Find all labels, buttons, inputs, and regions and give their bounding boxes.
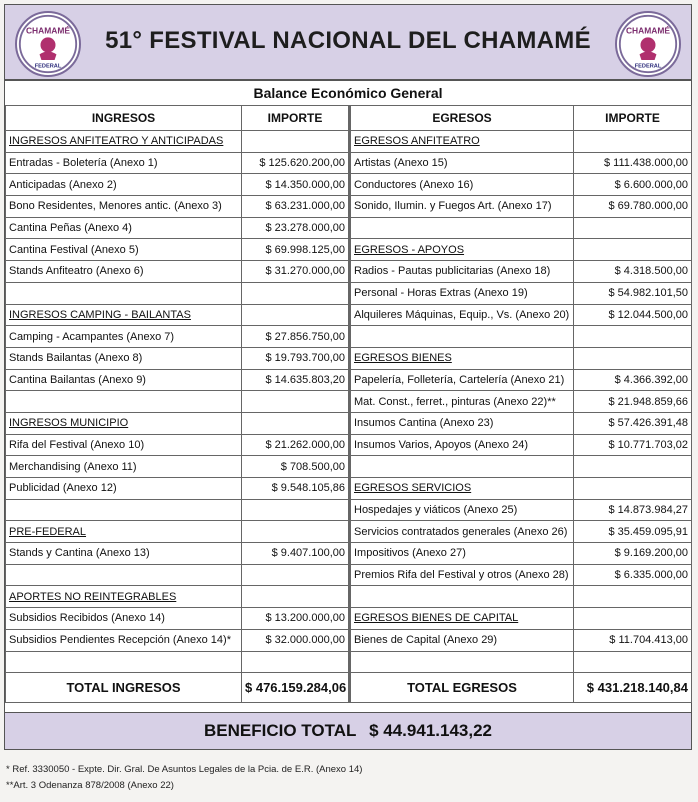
ingreso-importe [242,586,350,608]
footnote-2: **Art. 3 Odenanza 878/2008 (Anexo 22) [6,780,174,791]
egreso-importe [574,478,692,500]
egreso-concepto: EGRESOS SERVICIOS [350,478,574,500]
egreso-concepto: Premios Rifa del Festival y otros (Anexo 28) [350,564,574,586]
festival-logo-right [615,11,681,77]
egreso-importe: $ 35.459.095,91 [574,521,692,543]
beneficio-label: BENEFICIO TOTAL [203,721,357,740]
ingreso-importe: $ 9.407.100,00 [242,543,350,565]
egreso-importe [574,239,692,261]
svg-text:FEDERAL: FEDERAL [34,63,62,70]
ingreso-concepto: Anticipadas (Anexo 2) [6,174,242,196]
egreso-importe: $ 14.873.984,27 [574,499,692,521]
egreso-importe: $ 11.704.413,00 [574,629,692,651]
ingreso-concepto: INGRESOS ANFITEATRO Y ANTICIPADAS [6,131,242,153]
svg-text:CHAMAMÉ: CHAMAMÉ [625,25,671,36]
egreso-concepto: EGRESOS ANFITEATRO [350,131,574,153]
footnote-1: * Ref. 3330050 - Expte. Dir. Gral. De Asuntos Legales de la Pcia. de E.R. (Anexo 14) [6,764,363,775]
egreso-importe: $ 10.771.703,02 [574,434,692,456]
ingreso-concepto: Cantina Festival (Anexo 5) [6,239,242,261]
ingreso-importe [242,282,350,304]
table-row [6,543,692,565]
ingreso-concepto: INGRESOS CAMPING - BAILANTAS [6,304,242,326]
table-row [6,456,692,478]
egreso-concepto [350,651,574,673]
ingreso-importe: $ 9.548.105,86 [242,478,350,500]
egreso-importe [574,131,692,153]
egreso-concepto: Artistas (Anexo 15) [350,152,574,174]
egreso-importe: $ 4.366.392,00 [574,369,692,391]
egreso-concepto: Alquileres Máquinas, Equip., Vs. (Anexo 20) [350,304,574,326]
ingreso-concepto: Camping - Acampantes (Anexo 7) [6,326,242,348]
ingreso-concepto [6,282,242,304]
ingreso-concepto [6,564,242,586]
table-row [6,586,692,608]
table-row [6,239,692,261]
ingreso-concepto: Publicidad (Anexo 12) [6,478,242,500]
ingreso-importe: $ 63.231.000,00 [242,196,350,218]
table-row [6,304,692,326]
table-row [6,152,692,174]
egreso-concepto: Insumos Varios, Apoyos (Anexo 24) [350,434,574,456]
ingreso-importe: $ 23.278.000,00 [242,217,350,239]
ingreso-importe [242,651,350,673]
egreso-concepto: Radios - Pautas publicitarias (Anexo 18) [350,261,574,283]
egreso-importe [574,586,692,608]
egreso-importe: $ 111.438.000,00 [574,152,692,174]
ingreso-concepto: Subsidios Pendientes Recepción (Anexo 14)* [6,629,242,651]
header-banner [4,4,692,80]
svg-text:FEDERAL: FEDERAL [634,63,662,70]
table-row [6,412,692,434]
egreso-concepto: Conductores (Anexo 16) [350,174,574,196]
balance-subtitle: Balance Económico General [5,81,691,106]
egreso-concepto: EGRESOS BIENES [350,347,574,369]
ingreso-importe [242,564,350,586]
egreso-concepto: Personal - Horas Extras (Anexo 19) [350,282,574,304]
ingreso-importe: $ 21.262.000,00 [242,434,350,456]
egreso-concepto: Sonido, Ilumin. y Fuegos Art. (Anexo 17) [350,196,574,218]
egreso-importe: $ 54.982.101,50 [574,282,692,304]
egreso-importe [574,608,692,630]
egreso-concepto: Impositivos (Anexo 27) [350,543,574,565]
egreso-importe [574,326,692,348]
ingreso-importe: $ 14.635.803,20 [242,369,350,391]
table-row [6,629,692,651]
ingreso-concepto: PRE-FEDERAL [6,521,242,543]
ingreso-concepto: Bono Residentes, Menores antic. (Anexo 3) [6,196,242,218]
col-egresos: EGRESOS [350,106,574,131]
festival-logo-left [15,11,81,77]
ingreso-importe [242,131,350,153]
balance-table [5,105,692,703]
ingreso-concepto: Stands Bailantas (Anexo 8) [6,347,242,369]
ingreso-importe: $ 708.500,00 [242,456,350,478]
table-row [6,564,692,586]
balance-sheet [4,80,692,750]
total-ingresos-label: TOTAL INGRESOS [6,673,242,703]
ingreso-importe: $ 125.620.200,00 [242,152,350,174]
ingreso-importe [242,499,350,521]
table-row [6,608,692,630]
total-egresos-label: TOTAL EGRESOS [350,673,574,703]
egreso-importe: $ 57.426.391,48 [574,412,692,434]
ingreso-concepto: Entradas - Boletería (Anexo 1) [6,152,242,174]
page-title: 51° FESTIVAL NACIONAL DEL CHAMAMÉ [105,27,591,54]
table-row [6,326,692,348]
ingreso-concepto: Stands y Cantina (Anexo 13) [6,543,242,565]
table-row [6,478,692,500]
egreso-importe [574,651,692,673]
egreso-concepto [350,456,574,478]
ingreso-concepto [6,651,242,673]
egreso-importe: $ 6.335.000,00 [574,564,692,586]
egreso-importe [574,347,692,369]
table-row [6,131,692,153]
egreso-importe: $ 9.169.200,00 [574,543,692,565]
ingreso-importe [242,412,350,434]
beneficio-total-bar [4,712,692,750]
ingreso-importe [242,521,350,543]
egreso-importe: $ 4.318.500,00 [574,261,692,283]
egreso-importe: $ 6.600.000,00 [574,174,692,196]
table-row [6,391,692,413]
egreso-importe: $ 21.948.859,66 [574,391,692,413]
ingreso-importe: $ 31.270.000,00 [242,261,350,283]
egreso-concepto [350,586,574,608]
egreso-concepto: EGRESOS - APOYOS [350,239,574,261]
egreso-concepto: Hospedajes y viáticos (Anexo 25) [350,499,574,521]
total-egresos-value: $ 431.218.140,84 [574,673,692,703]
egreso-concepto: Bienes de Capital (Anexo 29) [350,629,574,651]
beneficio-value: $ 44.941.143,22 [369,721,492,740]
col-importe-ingresos: IMPORTE [242,106,350,131]
ingreso-importe: $ 32.000.000,00 [242,629,350,651]
ingreso-importe: $ 14.350.000,00 [242,174,350,196]
egreso-concepto: Insumos Cantina (Anexo 23) [350,412,574,434]
ingreso-importe [242,304,350,326]
ingreso-concepto: INGRESOS MUNICIPIO [6,412,242,434]
egreso-concepto [350,217,574,239]
table-row [6,174,692,196]
egreso-importe: $ 12.044.500,00 [574,304,692,326]
table-row [6,369,692,391]
table-row [6,196,692,218]
egreso-concepto: Papelería, Folletería, Cartelería (Anexo 21) [350,369,574,391]
ingreso-concepto: Rifa del Festival (Anexo 10) [6,434,242,456]
table-row [6,347,692,369]
ingreso-concepto: Subsidios Recibidos (Anexo 14) [6,608,242,630]
table-header-row [6,106,692,131]
table-row [6,282,692,304]
ingreso-importe: $ 19.793.700,00 [242,347,350,369]
table-row [6,521,692,543]
egreso-concepto: Servicios contratados generales (Anexo 26) [350,521,574,543]
ingreso-importe [242,391,350,413]
total-ingresos-value: $ 476.159.284,06 [242,673,350,703]
ingreso-concepto: APORTES NO REINTEGRABLES [6,586,242,608]
table-row [6,434,692,456]
ingreso-importe: $ 27.856.750,00 [242,326,350,348]
table-row [6,651,692,673]
col-importe-egresos: IMPORTE [574,106,692,131]
egreso-importe [574,217,692,239]
totals-row [6,673,692,703]
table-row [6,499,692,521]
ingreso-importe: $ 69.998.125,00 [242,239,350,261]
ingreso-concepto [6,391,242,413]
ingreso-concepto: Cantina Bailantas (Anexo 9) [6,369,242,391]
ingreso-concepto [6,499,242,521]
ingreso-importe: $ 13.200.000,00 [242,608,350,630]
col-ingresos: INGRESOS [6,106,242,131]
table-row [6,261,692,283]
egreso-concepto: EGRESOS BIENES DE CAPITAL [350,608,574,630]
ingreso-concepto: Cantina Peñas (Anexo 4) [6,217,242,239]
ingreso-concepto: Stands Anfiteatro (Anexo 6) [6,261,242,283]
footnotes [6,762,362,794]
table-row [6,217,692,239]
egreso-concepto: Mat. Const., ferret., pinturas (Anexo 22)** [350,391,574,413]
ingreso-concepto: Merchandising (Anexo 11) [6,456,242,478]
egreso-concepto [350,326,574,348]
egreso-importe [574,456,692,478]
svg-text:CHAMAMÉ: CHAMAMÉ [25,25,71,36]
egreso-importe: $ 69.780.000,00 [574,196,692,218]
